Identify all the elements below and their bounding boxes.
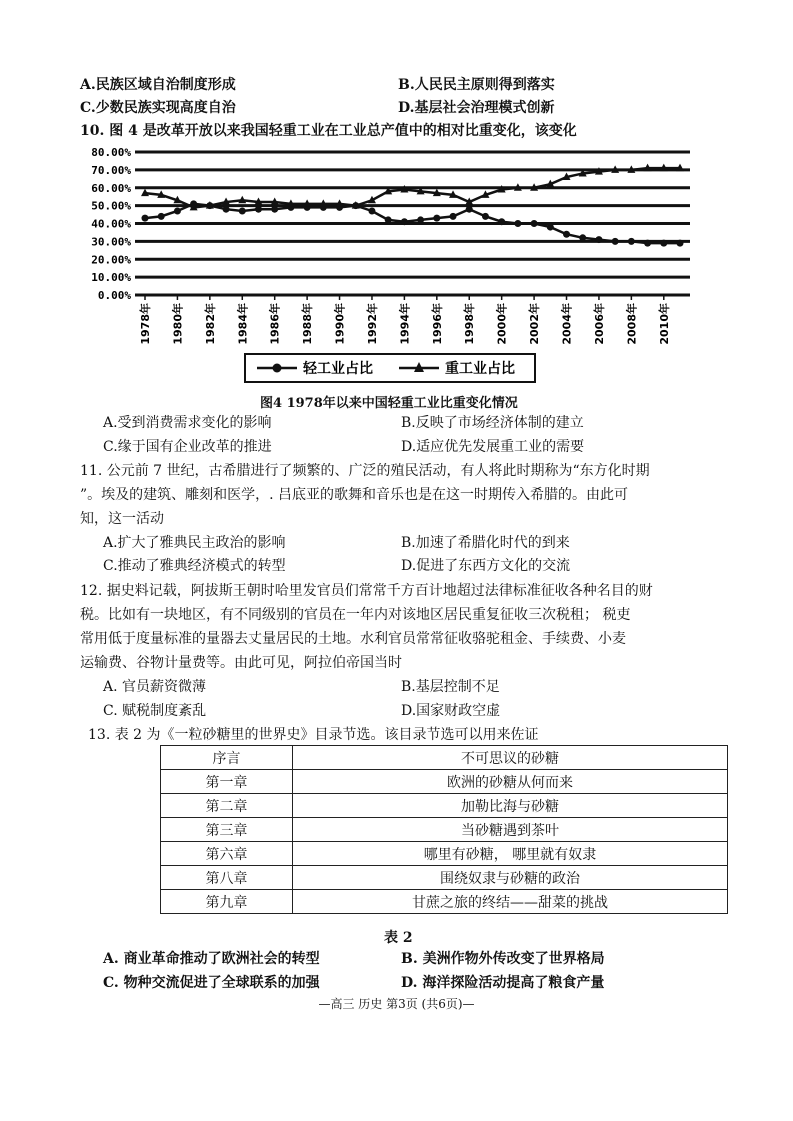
chart-gridlines (135, 152, 690, 295)
table-cell-chapter: 第六章 (161, 842, 293, 866)
q13-table-caption: 表 2 (384, 930, 413, 946)
data-point (595, 236, 602, 243)
data-point (142, 215, 149, 222)
data-point (482, 213, 489, 220)
x-tick-label: 1980年 (171, 303, 185, 345)
q12-stem-line-4: 运输费、谷物计量费等。由此可见，阿拉伯帝国当时 (80, 655, 402, 671)
q11-option-b: B.加速了希腊化时代的到来 (401, 535, 570, 551)
q9-option-a: A.民族区域自治制度形成 (80, 77, 236, 93)
table-cell-title: 不可思议的砂糖 (293, 746, 728, 770)
x-tick-label: 1992年 (365, 303, 379, 345)
table-row (161, 746, 728, 770)
legend-label: 轻工业占比 (303, 361, 373, 377)
data-point (450, 213, 457, 220)
q10-option-a: A.受到消费需求变化的影响 (103, 415, 272, 431)
data-point (531, 220, 538, 227)
x-tick-label: 1978年 (139, 303, 152, 345)
y-tick-label: 20.00% (91, 253, 131, 267)
q10-option-c: C.缘于国有企业改革的推进 (103, 439, 272, 455)
toc-table (160, 745, 728, 914)
data-point (498, 218, 505, 225)
table-row (161, 890, 728, 914)
x-tick-label: 1994年 (398, 303, 412, 345)
x-tick-label: 2002年 (528, 303, 542, 345)
y-tick-label: 60.00% (91, 181, 131, 195)
data-point (174, 207, 181, 214)
y-tick-label: 40.00% (91, 217, 131, 231)
table-cell-title: 欧洲的砂糖从何而来 (293, 770, 728, 794)
table-row (161, 842, 728, 866)
q11-option-c: C.推动了雅典经济模式的转型 (103, 558, 286, 574)
q13-option-d: D. 海洋探险活动提高了粮食产量 (401, 975, 605, 991)
q11-option-a: A.扩大了雅典民主政治的影响 (103, 535, 286, 551)
y-tick-label: 80.00% (91, 146, 131, 159)
q13-stem: 13. 表 2 为《一粒砂糖里的世界史》目录节选。该目录节选可以用来佐证 (88, 727, 539, 743)
x-tick-label: 1996年 (430, 303, 444, 345)
q11-option-d: D.促进了东西方文化的交流 (401, 558, 571, 574)
table-cell-chapter: 第八章 (161, 866, 293, 890)
data-point (255, 206, 262, 213)
data-point (239, 207, 246, 214)
table-row (161, 866, 728, 890)
q9-option-b: B.人民民主原则得到落实 (398, 77, 555, 93)
data-point (660, 240, 667, 247)
table-row (161, 770, 728, 794)
table-row (161, 794, 728, 818)
y-tick-label: 0.00% (97, 289, 131, 302)
q13-option-b: B. 美洲作物外传改变了世界格局 (401, 951, 605, 967)
legend-marker (273, 364, 282, 373)
table-cell-title: 当砂糖遇到茶叶 (293, 818, 728, 842)
x-tick-label: 2008年 (625, 303, 639, 345)
x-tick-label: 1982年 (203, 303, 217, 345)
table-cell-chapter: 第九章 (161, 890, 293, 914)
q11-stem-line-1: 11. 公元前 7 世纪，古希腊进行了频繁的、广泛的殖民活动，有人将此时期称为“东方化时期 (80, 463, 650, 479)
q11-stem-line-2: ”。埃及的建筑、雕刻和医学，. 吕底亚的歌舞和音乐也是在这一时期传入希腊的。由此可 (80, 487, 629, 503)
x-tick-label: 1990年 (333, 303, 347, 345)
q12-option-c: C. 赋税制度紊乱 (103, 703, 207, 719)
data-point (433, 215, 440, 222)
table-cell-title: 加勒比海与砂糖 (293, 794, 728, 818)
table-cell-title: 哪里有砂糖， 哪里就有奴隶 (293, 842, 728, 866)
data-point (401, 218, 408, 225)
table-cell-title: 围绕奴隶与砂糖的政治 (293, 866, 728, 890)
table-cell-title: 甘蔗之旅的终结——甜菜的挑战 (293, 890, 728, 914)
x-tick-label: 2010年 (657, 303, 671, 345)
page-footer: —高三 历史 第3页 (共6页)— (318, 997, 475, 1011)
x-tick-label: 2000年 (495, 303, 509, 345)
data-point (628, 238, 635, 245)
x-tick-label: 1988年 (301, 303, 315, 345)
data-point (368, 207, 375, 214)
data-point (579, 234, 586, 241)
data-point (547, 224, 554, 231)
q10-figure-caption: 图4 1978年以来中国轻重工业比重变化情况 (260, 396, 518, 411)
table-cell-chapter: 第一章 (161, 770, 293, 794)
y-tick-label: 50.00% (91, 199, 131, 213)
x-tick-label: 1986年 (268, 303, 282, 345)
x-tick-label: 1998年 (463, 303, 477, 345)
table-cell-chapter: 第二章 (161, 794, 293, 818)
q11-stem-line-3: 知，这一活动 (80, 511, 164, 527)
data-point (417, 216, 424, 223)
data-point (385, 216, 392, 223)
x-tick-label: 1984年 (236, 303, 250, 345)
q10-option-b: B.反映了市场经济体制的建立 (401, 415, 584, 431)
q13-option-c: C. 物种交流促进了全球联系的加强 (103, 975, 320, 991)
data-point (271, 206, 278, 213)
y-tick-label: 10.00% (91, 271, 131, 285)
q9-option-c: C.少数民族实现高度自治 (80, 100, 236, 116)
data-point (158, 213, 165, 220)
y-tick-label: 70.00% (91, 163, 131, 177)
q12-option-d: D.国家财政空虚 (401, 703, 501, 719)
q13-option-a: A. 商业革命推动了欧洲社会的转型 (103, 951, 320, 967)
data-point (514, 220, 521, 227)
table-row (161, 818, 728, 842)
x-tick-label: 2004年 (560, 303, 574, 345)
y-tick-label: 30.00% (91, 235, 131, 249)
industry-ratio-chart (85, 143, 705, 388)
table-cell-chapter: 第三章 (161, 818, 293, 842)
chart-legend (245, 354, 535, 382)
data-point (677, 240, 684, 247)
data-point (563, 231, 570, 238)
q12-stem-line-1: 12. 据史料记载，阿拔斯王朝时哈里发官员们常常千方百计地超过法律标准征收各种名目的财 (80, 583, 653, 599)
q10-option-d: D.适应优先发展重工业的需要 (401, 439, 585, 455)
q12-stem-line-2: 税。比如有一块地区，有不同级别的官员在一年内对该地区居民重复征收三次税租； 税吏 (80, 607, 631, 623)
x-tick-label: 2006年 (592, 303, 606, 345)
data-point (466, 206, 473, 213)
q12-option-b: B.基层控制不足 (401, 679, 500, 695)
legend-label: 重工业占比 (445, 361, 515, 377)
chart-x-ticks (138, 295, 671, 345)
chart-y-ticks (91, 146, 131, 302)
data-point (223, 206, 230, 213)
q9-option-d: D.基层社会治理模式创新 (398, 100, 555, 116)
data-point (644, 240, 651, 247)
q12-stem-line-3: 常用低于度量标准的量器去丈量居民的土地。水利官员常常征收骆驼租金、手续费、小麦 (80, 631, 626, 647)
table-cell-chapter: 序言 (161, 746, 293, 770)
q12-option-a: A. 官员薪资微薄 (103, 679, 207, 695)
q10-stem: 10. 图 4 是改革开放以来我国轻重工业在工业总产值中的相对比重变化，该变化 (80, 123, 577, 139)
data-point (612, 238, 619, 245)
